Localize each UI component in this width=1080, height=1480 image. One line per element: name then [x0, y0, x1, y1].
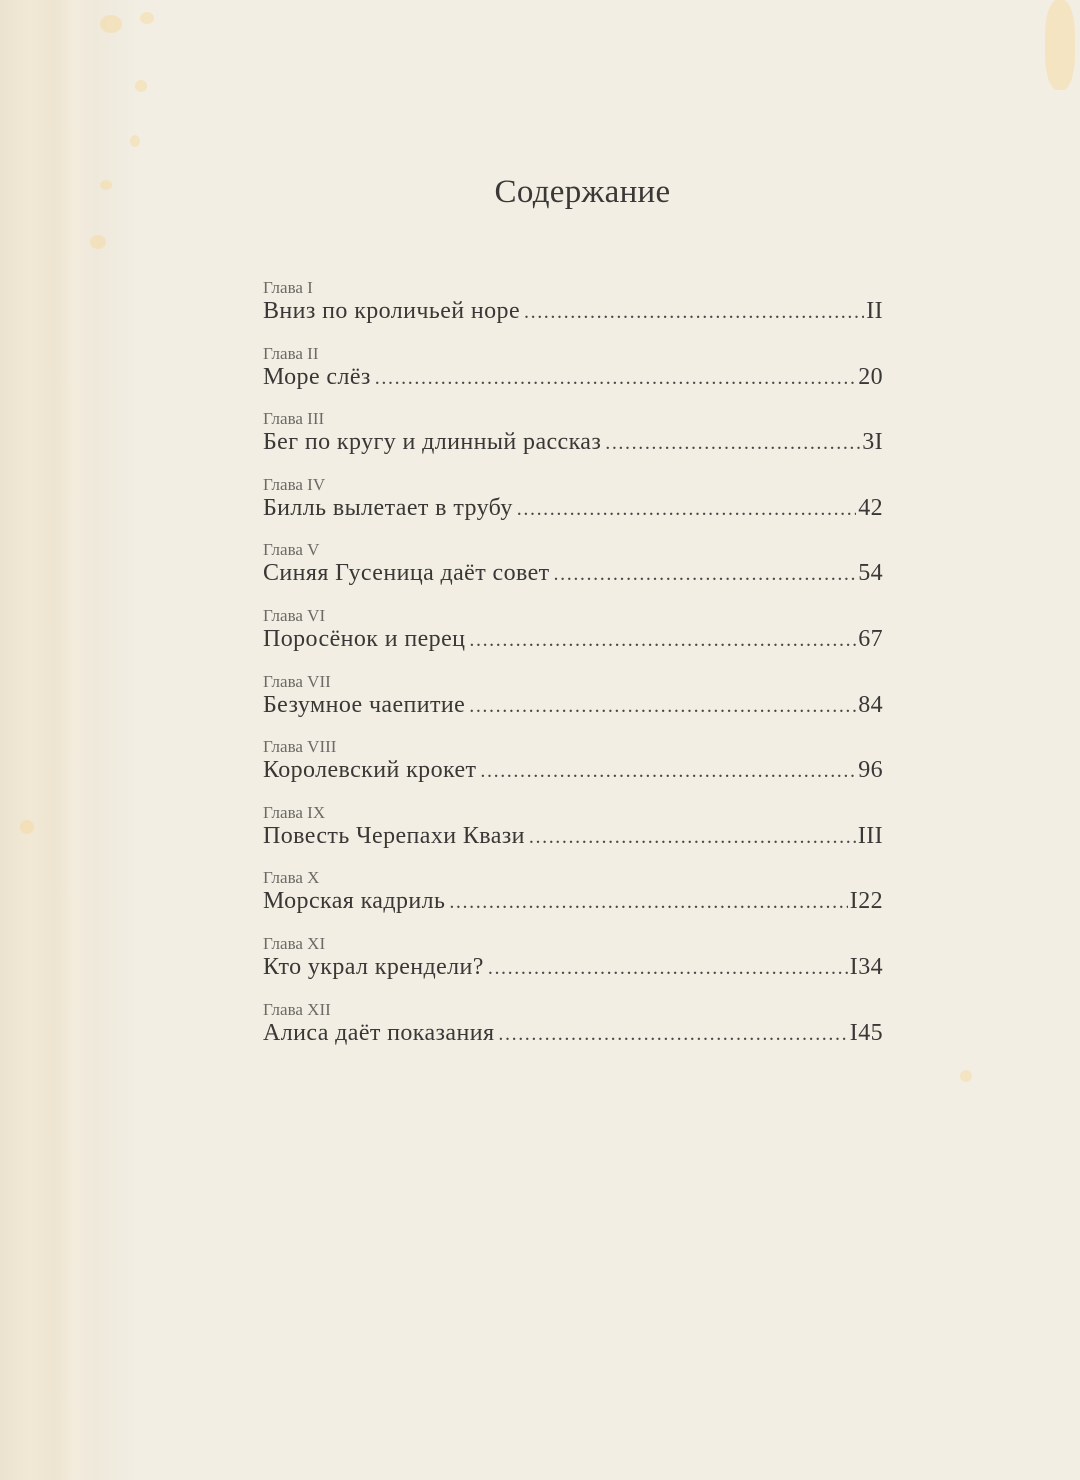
- toc-row: [263, 428, 883, 457]
- toc-entry: [263, 672, 883, 738]
- dot-leader: [554, 560, 857, 588]
- chapter-title: Королевский крокет: [263, 757, 477, 784]
- page-number: I22: [849, 888, 883, 915]
- toc-row: [263, 625, 883, 654]
- dot-leader: [449, 888, 847, 916]
- dot-leader: [498, 1020, 847, 1048]
- toc-row: [263, 756, 883, 785]
- paper-stain: [90, 235, 106, 249]
- toc-row: [263, 887, 883, 916]
- table-of-contents: [263, 278, 883, 1065]
- page-number: 42: [858, 494, 883, 521]
- chapter-title: Поросёнок и перец: [263, 625, 466, 652]
- toc-entry: [263, 344, 883, 410]
- dot-leader: [529, 823, 856, 851]
- page-number: 96: [858, 757, 883, 784]
- toc-entry: [263, 278, 883, 344]
- chapter-label: Глава XII: [263, 999, 331, 1019]
- dot-leader: [469, 626, 856, 654]
- dot-leader: [480, 757, 856, 785]
- page-number: II: [866, 298, 883, 324]
- chapter-title: Безумное чаепитие: [263, 691, 466, 718]
- chapter-label: Глава IV: [263, 474, 326, 494]
- toc-entry: [263, 803, 883, 869]
- paper-stain: [960, 1070, 972, 1082]
- paper-stain: [1045, 0, 1075, 90]
- toc-row: [263, 822, 883, 851]
- dot-leader: [469, 692, 856, 720]
- toc-row: [263, 691, 883, 720]
- toc-row: [263, 953, 883, 982]
- dot-leader: [517, 495, 856, 523]
- chapter-title: Повесть Черепахи Квази: [263, 822, 525, 849]
- dot-leader: [488, 954, 848, 982]
- chapter-label: Глава VIII: [263, 737, 337, 757]
- paper-stain: [130, 135, 140, 147]
- page-number: 54: [858, 560, 883, 587]
- paper-stain: [20, 820, 34, 834]
- chapter-label: Глава III: [263, 409, 325, 429]
- page-number: 3I: [862, 429, 883, 456]
- chapter-label: Глава V: [263, 540, 320, 560]
- chapter-title: Море слёз: [263, 363, 371, 390]
- chapter-title: Морская кадриль: [263, 888, 446, 915]
- toc-entry: [263, 409, 883, 475]
- toc-row: [263, 559, 883, 588]
- toc-row: [263, 297, 883, 326]
- page-title: Содержание: [494, 174, 671, 210]
- toc-entry: [263, 737, 883, 803]
- toc-row: [263, 1019, 883, 1048]
- page-number: I45: [849, 1019, 883, 1046]
- chapter-label: Глава XI: [263, 933, 326, 953]
- paper-stain: [135, 80, 147, 92]
- page-number: 84: [858, 691, 883, 718]
- toc-entry: [263, 868, 883, 934]
- dot-leader: [605, 429, 860, 457]
- chapter-label: Глава VI: [263, 605, 326, 625]
- chapter-title: Билль вылетает в трубу: [263, 494, 513, 521]
- toc-row: [263, 363, 883, 392]
- chapter-title: Бег по кругу и длинный рассказ: [263, 429, 602, 456]
- toc-row: [263, 494, 883, 523]
- paper-stain: [100, 15, 122, 33]
- chapter-label: Глава X: [263, 868, 320, 888]
- toc-entry: [263, 1000, 883, 1066]
- dot-leader: [375, 364, 856, 392]
- page-number: I34: [849, 953, 883, 980]
- chapter-label: Глава II: [263, 343, 319, 363]
- paper-stain: [140, 12, 154, 24]
- chapter-title: Синяя Гусеница даёт совет: [263, 560, 550, 587]
- dot-leader: [524, 298, 864, 326]
- chapter-title: Алиса даёт показания: [263, 1019, 495, 1046]
- page-number: 67: [858, 625, 883, 652]
- toc-entry: [263, 540, 883, 606]
- chapter-label: Глава IX: [263, 802, 326, 822]
- chapter-title: Кто украл крендели?: [263, 953, 484, 980]
- toc-entry: [263, 934, 883, 1000]
- chapter-label: Глава VII: [263, 671, 331, 691]
- page-number: 20: [858, 363, 883, 390]
- page-number: III: [857, 822, 883, 849]
- toc-entry: [263, 606, 883, 672]
- chapter-title: Вниз по кроличьей норе: [263, 298, 520, 324]
- toc-entry: [263, 475, 883, 541]
- chapter-label: Глава I: [263, 278, 313, 297]
